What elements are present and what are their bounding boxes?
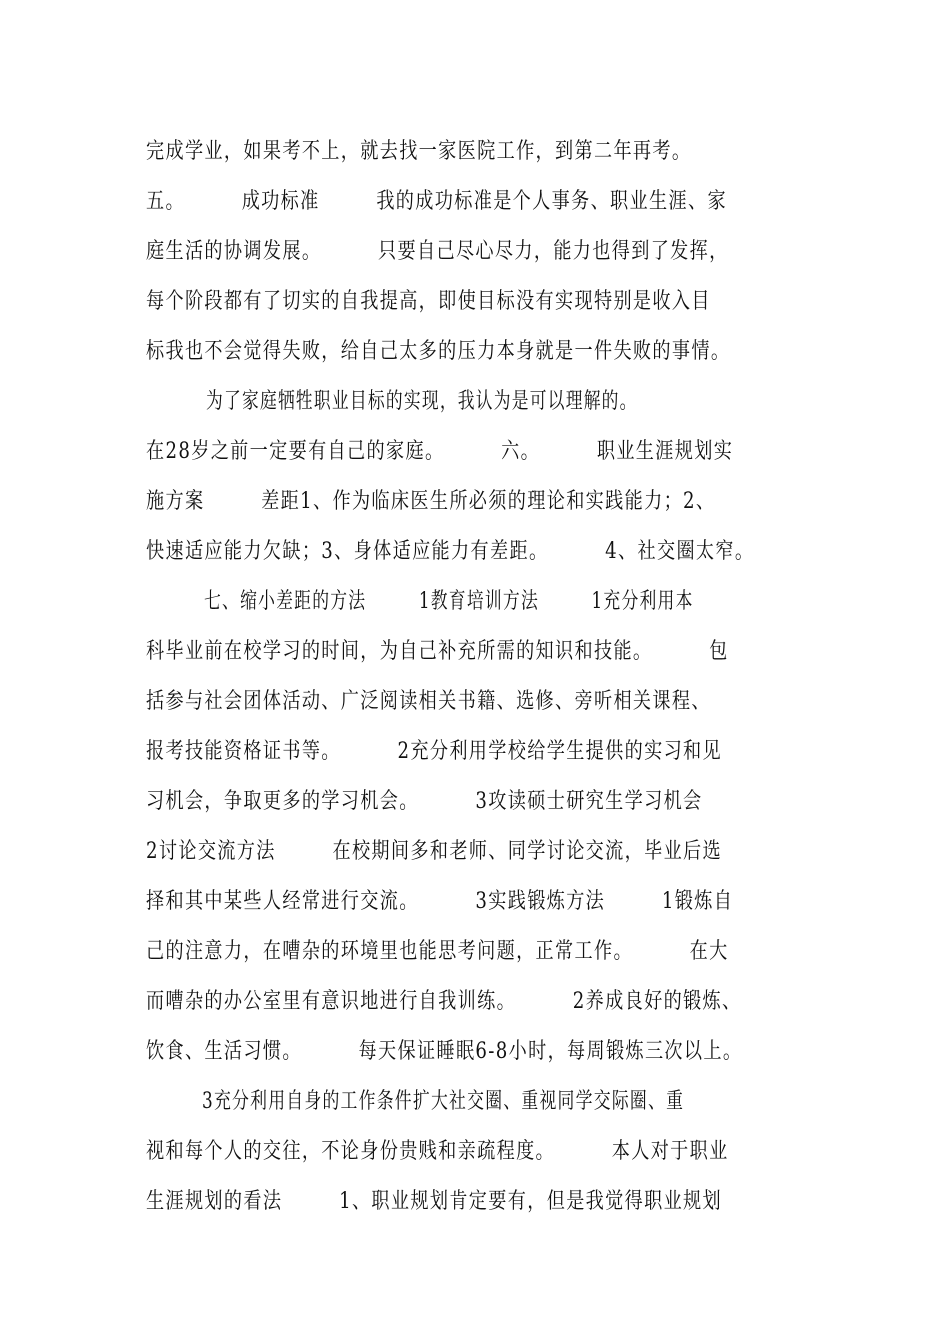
- text-line-1: 完成学业，如果考不上，就去找一家医院工作，到第二年再考。: [146, 139, 692, 164]
- text-line-8: 施方案 差距1、作为临床医生所必须的理论和实践能力；2、: [146, 489, 716, 514]
- text-line-7: 在28岁之前一定要有自己的家庭。 六。 职业生涯规划实: [146, 439, 734, 464]
- text-line-4: 每个阶段都有了切实的自我提高，即使目标没有实现特别是收入目: [146, 289, 711, 314]
- text-line-21: 视和每个人的交往，不论身份贵贱和亲疏程度。 本人对于职业: [146, 1139, 729, 1164]
- text-line-12: 括参与社会团体活动、广泛阅读相关书籍、选修、旁听相关课程、: [146, 689, 711, 714]
- text-line-15: 2讨论交流方法 在校期间多和老师、同学讨论交流，毕业后选: [146, 839, 723, 864]
- text-line-13: 报考技能资格证书等。 2充分利用学校给学生提供的实习和见: [146, 739, 723, 764]
- text-line-10: 七、缩小差距的方法 1教育培训方法 1充分利用本: [204, 589, 694, 614]
- text-line-19: 饮食、生活习惯。 每天保证睡眠6-8小时，每周锻炼三次以上。: [146, 1039, 743, 1064]
- text-line-3: 庭生活的协调发展。 只要自己尽心尽力，能力也得到了发挥，: [146, 239, 729, 264]
- text-line-14: 习机会，争取更多的学习机会。 3攻读硕士研究生学习机会: [146, 789, 703, 814]
- text-line-11: 科毕业前在校学习的时间，为自己补充所需的知识和技能。 包: [146, 639, 729, 664]
- text-line-16: 择和其中某些人经常进行交流。 3实践锻炼方法 1锻炼自: [146, 889, 734, 914]
- text-line-18: 而嘈杂的办公室里有意识地进行自我训练。 2养成良好的锻炼、: [146, 989, 742, 1014]
- text-line-5: 标我也不会觉得失败，给自己太多的压力本身就是一件失败的事情。: [146, 339, 731, 364]
- text-line-17: 己的注意力，在嘈杂的环境里也能思考问题，正常工作。 在大: [146, 939, 729, 964]
- text-line-22: 生涯规划的看法 1、职业规划肯定要有，但是我觉得职业规划: [146, 1189, 723, 1214]
- text-line-9: 快速适应能力欠缺；3、身体适应能力有差距。 4、社交圈太窄。: [146, 539, 755, 564]
- text-line-6: 为了家庭牺牲职业目标的实现，我认为是可以理解的。: [206, 389, 638, 414]
- text-line-20: 3充分利用自身的工作条件扩大社交圈、重视同学交际圈、重: [202, 1089, 685, 1114]
- text-line-2: 五。 成功标准 我的成功标准是个人事务、职业生涯、家: [146, 189, 727, 214]
